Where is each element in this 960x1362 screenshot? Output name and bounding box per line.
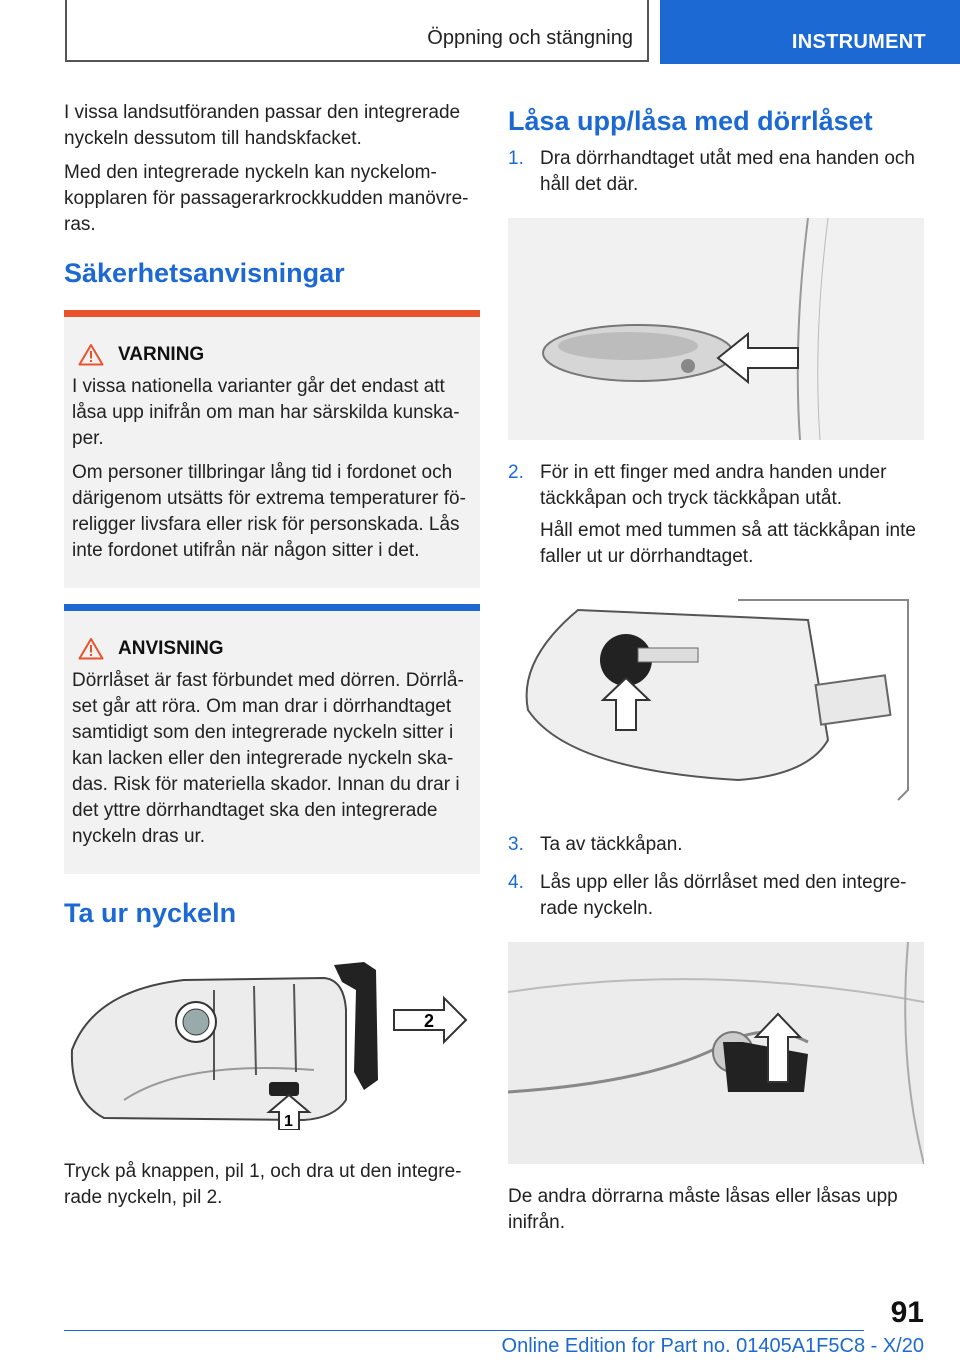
lock-heading: Låsa upp/låsa med dörrlåset [508, 106, 873, 136]
step-number: 2. [508, 462, 524, 483]
step-number: 4. [508, 872, 524, 893]
key-arrow-label-1: 1 [284, 1113, 293, 1130]
step-text: Lås upp eller lås dörrlåset med den integrerade nyckeln. [540, 872, 907, 919]
key-figure [64, 950, 480, 1135]
notice-box [64, 604, 480, 874]
chapter-tab[interactable] [660, 0, 960, 64]
step-text: Håll emot med tummen så att täckkåpan inte faller ut ur dörrhandtaget. [540, 520, 916, 567]
notice-title-text: ANVISNING [118, 637, 224, 659]
warning-triangle-icon [78, 343, 104, 366]
cover-cap-figure [508, 590, 924, 812]
safety-heading: Säkerhetsanvisningar [64, 258, 345, 288]
page-number: 91 [890, 1296, 924, 1329]
intro-paragraph-2: Med den integrerade nyckeln kan nyckelomkopplaren för passagerarkrockkudden manövreras. [64, 162, 469, 235]
step-text: Ta av täckkåpan. [540, 834, 683, 855]
warning-paragraph-2: Om personer tillbringar lång tid i fordonet och därigenom utsätts för extrema temperaturer föreligger livsfara eller risk för personskada. Lås inte fordonet utifrån när någon sitter i det. [72, 462, 466, 561]
key-caption: Tryck på knappen, pil 1, och dra ut den integrerade nyckeln, pil 2. [64, 1161, 462, 1208]
warning-box [64, 310, 480, 588]
notice-paragraph-1: Dörrlåset är fast förbundet med dörren. Dörrlåset går att röra. Om man drar i dörrhandtaget samtidigt som den integrerade nyckeln sitter i kan lacken eller den integrerade nyckeln skadas. Risk för materiella skador. Innan du drar i det yttre dörrhandtaget ska den integrerade nyckeln dras ur. [72, 670, 464, 847]
step-2 [508, 460, 924, 576]
step-text: Dra dörrhandtaget utåt med ena handen och håll det där. [540, 148, 915, 195]
key-heading: Ta ur nyckeln [64, 898, 237, 928]
warning-title-text: VARNING [118, 343, 205, 365]
closing-note: De andra dörrarna måste låsas eller låsas upp inifrån. [508, 1186, 898, 1233]
step-number: 1. [508, 148, 524, 169]
warning-triangle-icon [78, 637, 104, 660]
warning-title [72, 343, 472, 366]
edition-link[interactable]: Online Edition for Part no. 01405A1F5C8 - X/20 [501, 1335, 924, 1357]
right-column [508, 100, 924, 1244]
notice-title [72, 637, 472, 660]
section-title [65, 0, 649, 62]
section-title-text: Öppning och stängning [427, 27, 633, 49]
door-handle-figure [508, 218, 924, 440]
left-column [64, 100, 480, 1219]
step-4 [508, 870, 924, 928]
step-number: 3. [508, 834, 524, 855]
step-1 [508, 146, 924, 204]
key-arrow-label-2: 2 [424, 1011, 435, 1031]
step-3 [508, 832, 924, 864]
chapter-tab-label: INSTRUMENT [791, 31, 926, 53]
intro-paragraph-1: I vissa landsutföranden passar den integrerade nyckeln dessutom till handskfacket. [64, 102, 461, 149]
door-handle-illustration [508, 218, 924, 440]
warning-paragraph-1: I vissa nationella varianter går det endast att låsa upp inifrån om man har särskilda kunskaper. [72, 376, 460, 449]
key-in-lock-illustration [508, 942, 924, 1164]
footer-divider [64, 1330, 864, 1331]
cover-cap-illustration [508, 590, 924, 812]
key-illustration [64, 950, 480, 1130]
key-in-lock-figure [508, 942, 924, 1164]
step-text: För in ett finger med andra handen under täckkåpan och tryck täckkåpan utåt. [540, 462, 887, 509]
